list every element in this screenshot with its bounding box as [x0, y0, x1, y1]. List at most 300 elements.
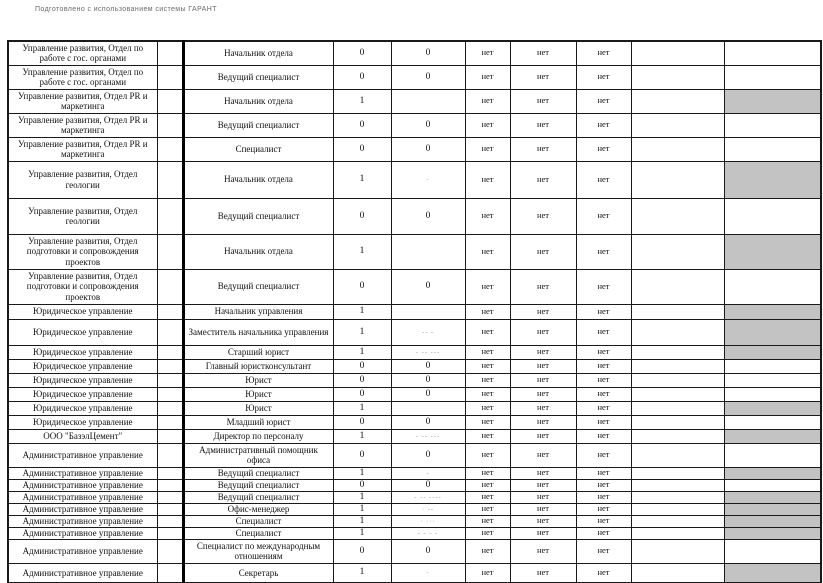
position-cell: Специалист — [183, 515, 333, 527]
department-cell: Юридическое управление — [8, 345, 157, 359]
vacancy-cell — [391, 234, 465, 269]
flag2-cell: нет — [510, 387, 576, 401]
table-row — [8, 443, 821, 467]
vacancy-cell — [391, 527, 465, 539]
table-row — [8, 503, 821, 515]
position-cell: Ведущий специалист — [183, 198, 333, 234]
redacted-mark: -- - — [421, 328, 435, 336]
tail-cell — [724, 359, 821, 373]
flag1-cell: нет — [465, 503, 510, 515]
flag1-cell: нет — [465, 563, 510, 583]
vacancy-cell — [391, 467, 465, 479]
flag3-cell: нет — [576, 161, 631, 198]
department-cell: Управление развития, Отдел геологии — [8, 161, 157, 198]
staff-count-cell: 1 — [333, 234, 391, 269]
flag1-cell: нет — [465, 345, 510, 359]
department-cell: Юридическое управление — [8, 359, 157, 373]
note-cell — [631, 387, 724, 401]
table-row — [8, 304, 821, 319]
flag3-cell: нет — [576, 415, 631, 429]
table-row — [8, 161, 821, 198]
table-row — [8, 467, 821, 479]
staff-count-cell: 0 — [333, 443, 391, 467]
vacancy-cell: 0 — [391, 539, 465, 563]
note-cell — [631, 401, 724, 415]
tail-cell — [724, 443, 821, 467]
staff-count-cell: 0 — [333, 479, 391, 491]
table-row — [8, 234, 821, 269]
tail-cell — [724, 137, 821, 161]
flag3-cell: нет — [576, 467, 631, 479]
redacted-mark: · -- — [421, 505, 435, 513]
staff-count-cell: 1 — [333, 491, 391, 503]
position-cell: Начальник отдела — [183, 161, 333, 198]
redacted-mark: · ··· — [420, 517, 436, 525]
staff-count-cell: 1 — [333, 563, 391, 583]
note-cell — [631, 198, 724, 234]
department-cell: Административное управление — [8, 479, 157, 491]
spacer-cell — [157, 373, 183, 387]
vacancy-cell: 0 — [391, 387, 465, 401]
flag3-cell: нет — [576, 491, 631, 503]
spacer-cell — [157, 401, 183, 415]
department-cell: Юридическое управление — [8, 401, 157, 415]
flag3-cell: нет — [576, 113, 631, 137]
note-cell — [631, 527, 724, 539]
staff-count-cell: 1 — [333, 515, 391, 527]
note-cell — [631, 161, 724, 198]
tail-cell — [724, 401, 821, 415]
flag1-cell: нет — [465, 373, 510, 387]
staff-count-cell: 0 — [333, 41, 391, 65]
vacancy-cell: 0 — [391, 41, 465, 65]
vacancy-cell — [391, 345, 465, 359]
flag1-cell: нет — [465, 65, 510, 89]
position-cell: Заместитель начальника управления — [183, 319, 333, 345]
department-cell: Юридическое управление — [8, 373, 157, 387]
tail-cell — [724, 491, 821, 503]
spacer-cell — [157, 269, 183, 304]
table-row — [8, 359, 821, 373]
table-row — [8, 515, 821, 527]
spacer-cell — [157, 345, 183, 359]
spacer-cell — [157, 137, 183, 161]
staff-count-cell: 0 — [333, 113, 391, 137]
note-cell — [631, 234, 724, 269]
staff-count-cell: 0 — [333, 137, 391, 161]
staff-count-cell: 0 — [333, 65, 391, 89]
department-cell: Юридическое управление — [8, 415, 157, 429]
vacancy-cell: 0 — [391, 415, 465, 429]
vacancy-cell — [391, 304, 465, 319]
tail-cell — [724, 515, 821, 527]
position-cell: Начальник отдела — [183, 41, 333, 65]
spacer-cell — [157, 359, 183, 373]
staff-count-cell: 1 — [333, 467, 391, 479]
staff-count-cell: 1 — [333, 345, 391, 359]
spacer-cell — [157, 539, 183, 563]
tail-cell — [724, 234, 821, 269]
department-cell: Административное управление — [8, 491, 157, 503]
spacer-cell — [157, 527, 183, 539]
spacer-cell — [157, 515, 183, 527]
flag2-cell: нет — [510, 89, 576, 113]
flag2-cell: нет — [510, 527, 576, 539]
position-cell: Ведущий специалист — [183, 269, 333, 304]
note-cell — [631, 65, 724, 89]
note-cell — [631, 479, 724, 491]
position-cell: Юрист — [183, 401, 333, 415]
table-row — [8, 113, 821, 137]
flag1-cell: нет — [465, 539, 510, 563]
department-cell: Административное управление — [8, 467, 157, 479]
spacer-cell — [157, 89, 183, 113]
staff-count-cell: 1 — [333, 304, 391, 319]
flag2-cell: нет — [510, 401, 576, 415]
position-cell: Офис-менеджер — [183, 503, 333, 515]
staff-count-cell: 0 — [333, 373, 391, 387]
table-row — [8, 563, 821, 583]
staff-count-cell: 0 — [333, 359, 391, 373]
position-cell: Главный юристконсультант — [183, 359, 333, 373]
table-row — [8, 65, 821, 89]
flag1-cell: нет — [465, 443, 510, 467]
vacancy-cell: 0 — [391, 359, 465, 373]
table-row — [8, 387, 821, 401]
vacancy-cell: 0 — [391, 198, 465, 234]
redacted-mark: - — [426, 176, 430, 184]
tail-cell — [724, 113, 821, 137]
spacer-cell — [157, 479, 183, 491]
position-cell: Младший юрист — [183, 415, 333, 429]
note-cell — [631, 563, 724, 583]
flag2-cell: нет — [510, 137, 576, 161]
spacer-cell — [157, 319, 183, 345]
flag1-cell: нет — [465, 527, 510, 539]
flag2-cell: нет — [510, 429, 576, 443]
flag2-cell: нет — [510, 319, 576, 345]
position-cell: Директор по персоналу — [183, 429, 333, 443]
note-cell — [631, 467, 724, 479]
vacancy-cell — [391, 515, 465, 527]
spacer-cell — [157, 429, 183, 443]
staff-count-cell: 0 — [333, 387, 391, 401]
department-cell: Административное управление — [8, 443, 157, 467]
note-cell — [631, 373, 724, 387]
flag3-cell: нет — [576, 429, 631, 443]
staff-count-cell: 0 — [333, 415, 391, 429]
department-cell: Управление развития, Отдел PR и маркетинга — [8, 113, 157, 137]
flag3-cell: нет — [576, 443, 631, 467]
flag3-cell: нет — [576, 319, 631, 345]
spacer-cell — [157, 503, 183, 515]
table-row — [8, 137, 821, 161]
flag1-cell: нет — [465, 359, 510, 373]
tail-cell — [724, 503, 821, 515]
flag1-cell: нет — [465, 429, 510, 443]
table-row — [8, 527, 821, 539]
vacancy-cell: 0 — [391, 443, 465, 467]
tail-cell — [724, 304, 821, 319]
table-row — [8, 89, 821, 113]
redacted-mark: - -- ---- — [414, 493, 442, 501]
vacancy-cell — [391, 491, 465, 503]
flag3-cell: нет — [576, 515, 631, 527]
spacer-cell — [157, 234, 183, 269]
note-cell — [631, 503, 724, 515]
table-row — [8, 373, 821, 387]
department-cell: Административное управление — [8, 515, 157, 527]
table-row — [8, 429, 821, 443]
staff-count-cell: 1 — [333, 161, 391, 198]
position-cell: Начальник отдела — [183, 89, 333, 113]
org-table-body — [8, 41, 821, 583]
tail-cell — [724, 319, 821, 345]
position-cell: Начальник управления — [183, 304, 333, 319]
note-cell — [631, 89, 724, 113]
staff-count-cell: 1 — [333, 401, 391, 415]
position-cell: Ведущий специалист — [183, 479, 333, 491]
flag2-cell: нет — [510, 161, 576, 198]
flag3-cell: нет — [576, 387, 631, 401]
flag3-cell: нет — [576, 269, 631, 304]
note-cell — [631, 415, 724, 429]
flag1-cell: нет — [465, 467, 510, 479]
tail-cell — [724, 415, 821, 429]
tail-cell — [724, 41, 821, 65]
flag3-cell: нет — [576, 373, 631, 387]
spacer-cell — [157, 415, 183, 429]
spacer-cell — [157, 467, 183, 479]
position-cell: Ведущий специалист — [183, 65, 333, 89]
flag3-cell: нет — [576, 345, 631, 359]
position-cell: Специалист — [183, 137, 333, 161]
flag1-cell: нет — [465, 269, 510, 304]
flag2-cell: нет — [510, 373, 576, 387]
position-cell: Специалист по международным отношениям — [183, 539, 333, 563]
note-cell — [631, 443, 724, 467]
department-cell: Административное управление — [8, 563, 157, 583]
tail-cell — [724, 161, 821, 198]
tail-cell — [724, 373, 821, 387]
flag1-cell: нет — [465, 319, 510, 345]
tail-cell — [724, 527, 821, 539]
position-cell: Административный помощник офиса — [183, 443, 333, 467]
table-row — [8, 539, 821, 563]
note-cell — [631, 539, 724, 563]
tail-cell — [724, 563, 821, 583]
department-cell: Управление развития, Отдел по работе с гос. органами — [8, 41, 157, 65]
table-row — [8, 345, 821, 359]
spacer-cell — [157, 387, 183, 401]
tail-cell — [724, 345, 821, 359]
note-cell — [631, 491, 724, 503]
flag3-cell: нет — [576, 479, 631, 491]
position-cell: Юрист — [183, 373, 333, 387]
vacancy-cell: 0 — [391, 137, 465, 161]
flag3-cell: нет — [576, 137, 631, 161]
flag2-cell: нет — [510, 113, 576, 137]
flag2-cell: нет — [510, 515, 576, 527]
note-cell — [631, 319, 724, 345]
position-cell: Юрист — [183, 387, 333, 401]
redacted-mark: - -- --- — [415, 348, 441, 356]
flag2-cell: нет — [510, 467, 576, 479]
flag3-cell: нет — [576, 563, 631, 583]
redacted-mark: - - - - — [417, 529, 439, 537]
position-cell: Ведущий специалист — [183, 491, 333, 503]
spacer-cell — [157, 563, 183, 583]
department-cell: Управление развития, Отдел подготовки и сопровождения проектов — [8, 234, 157, 269]
note-cell — [631, 113, 724, 137]
vacancy-cell: 0 — [391, 373, 465, 387]
spacer-cell — [157, 113, 183, 137]
flag2-cell: нет — [510, 539, 576, 563]
flag1-cell: нет — [465, 161, 510, 198]
flag3-cell: нет — [576, 503, 631, 515]
flag3-cell: нет — [576, 527, 631, 539]
table-row — [8, 415, 821, 429]
flag2-cell: нет — [510, 491, 576, 503]
org-table — [7, 40, 822, 583]
flag2-cell: нет — [510, 359, 576, 373]
tail-cell — [724, 539, 821, 563]
tail-cell — [724, 479, 821, 491]
department-cell: Административное управление — [8, 527, 157, 539]
staff-count-cell: 1 — [333, 503, 391, 515]
flag1-cell: нет — [465, 415, 510, 429]
note-cell — [631, 304, 724, 319]
flag1-cell: нет — [465, 113, 510, 137]
table-row — [8, 479, 821, 491]
flag1-cell: нет — [465, 304, 510, 319]
tail-cell — [724, 89, 821, 113]
spacer-cell — [157, 161, 183, 198]
flag1-cell: нет — [465, 491, 510, 503]
department-cell: ООО "БазэлЦемент" — [8, 429, 157, 443]
redacted-mark: - — [426, 469, 430, 477]
flag3-cell: нет — [576, 401, 631, 415]
flag1-cell: нет — [465, 137, 510, 161]
flag2-cell: нет — [510, 234, 576, 269]
tail-cell — [724, 387, 821, 401]
spacer-cell — [157, 491, 183, 503]
flag2-cell: нет — [510, 65, 576, 89]
spacer-cell — [157, 443, 183, 467]
flag3-cell: нет — [576, 65, 631, 89]
vacancy-cell — [391, 319, 465, 345]
spacer-cell — [157, 41, 183, 65]
tail-cell — [724, 198, 821, 234]
department-cell: Юридическое управление — [8, 387, 157, 401]
staff-count-cell: 1 — [333, 89, 391, 113]
vacancy-cell — [391, 89, 465, 113]
department-cell: Управление развития, Отдел геологии — [8, 198, 157, 234]
table-row — [8, 41, 821, 65]
vacancy-cell: 0 — [391, 65, 465, 89]
tail-cell — [724, 467, 821, 479]
flag1-cell: нет — [465, 198, 510, 234]
department-cell: Административное управление — [8, 503, 157, 515]
staff-count-cell: 0 — [333, 539, 391, 563]
vacancy-cell — [391, 429, 465, 443]
note-cell — [631, 515, 724, 527]
flag3-cell: нет — [576, 89, 631, 113]
flag2-cell: нет — [510, 563, 576, 583]
flag2-cell: нет — [510, 345, 576, 359]
department-cell: Управление развития, Отдел PR и маркетинга — [8, 89, 157, 113]
department-cell: Управление развития, Отдел PR и маркетинга — [8, 137, 157, 161]
table-row — [8, 269, 821, 304]
staff-count-cell: 0 — [333, 269, 391, 304]
vacancy-cell — [391, 401, 465, 415]
department-cell: Управление развития, Отдел по работе с гос. органами — [8, 65, 157, 89]
spacer-cell — [157, 65, 183, 89]
flag2-cell: нет — [510, 41, 576, 65]
tail-cell — [724, 269, 821, 304]
note-cell — [631, 429, 724, 443]
staff-count-cell: 0 — [333, 198, 391, 234]
flag1-cell: нет — [465, 89, 510, 113]
department-cell: Юридическое управление — [8, 319, 157, 345]
flag3-cell: нет — [576, 41, 631, 65]
flag1-cell: нет — [465, 41, 510, 65]
flag2-cell: нет — [510, 304, 576, 319]
staff-count-cell: 1 — [333, 429, 391, 443]
note-cell — [631, 269, 724, 304]
flag1-cell: нет — [465, 401, 510, 415]
department-cell: Управление развития, Отдел подготовки и сопровождения проектов — [8, 269, 157, 304]
vacancy-cell: 0 — [391, 269, 465, 304]
flag2-cell: нет — [510, 443, 576, 467]
flag2-cell: нет — [510, 415, 576, 429]
flag3-cell: нет — [576, 234, 631, 269]
vacancy-cell — [391, 161, 465, 198]
vacancy-cell: 0 — [391, 479, 465, 491]
position-cell: Начальник отдела — [183, 234, 333, 269]
table-row — [8, 319, 821, 345]
flag1-cell: нет — [465, 234, 510, 269]
garant-watermark: Подготовлено с использованием системы ГАРАНТ — [35, 6, 217, 13]
table-row — [8, 401, 821, 415]
position-cell: Ведущий специалист — [183, 467, 333, 479]
department-cell: Юридическое управление — [8, 304, 157, 319]
position-cell: Старший юрист — [183, 345, 333, 359]
vacancy-cell: 0 — [391, 113, 465, 137]
vacancy-cell — [391, 563, 465, 583]
flag3-cell: нет — [576, 359, 631, 373]
position-cell: Ведущий специалист — [183, 113, 333, 137]
table-row — [8, 198, 821, 234]
note-cell — [631, 359, 724, 373]
note-cell — [631, 41, 724, 65]
department-cell: Административное управление — [8, 539, 157, 563]
flag3-cell: нет — [576, 198, 631, 234]
spacer-cell — [157, 198, 183, 234]
note-cell — [631, 345, 724, 359]
flag1-cell: нет — [465, 515, 510, 527]
flag2-cell: нет — [510, 269, 576, 304]
redacted-mark: - -- --- — [415, 432, 441, 440]
table-row — [8, 491, 821, 503]
spacer-cell — [157, 304, 183, 319]
redacted-mark: - — [426, 569, 430, 577]
note-cell — [631, 137, 724, 161]
flag2-cell: нет — [510, 479, 576, 491]
flag3-cell: нет — [576, 304, 631, 319]
flag2-cell: нет — [510, 503, 576, 515]
staff-count-cell: 1 — [333, 527, 391, 539]
